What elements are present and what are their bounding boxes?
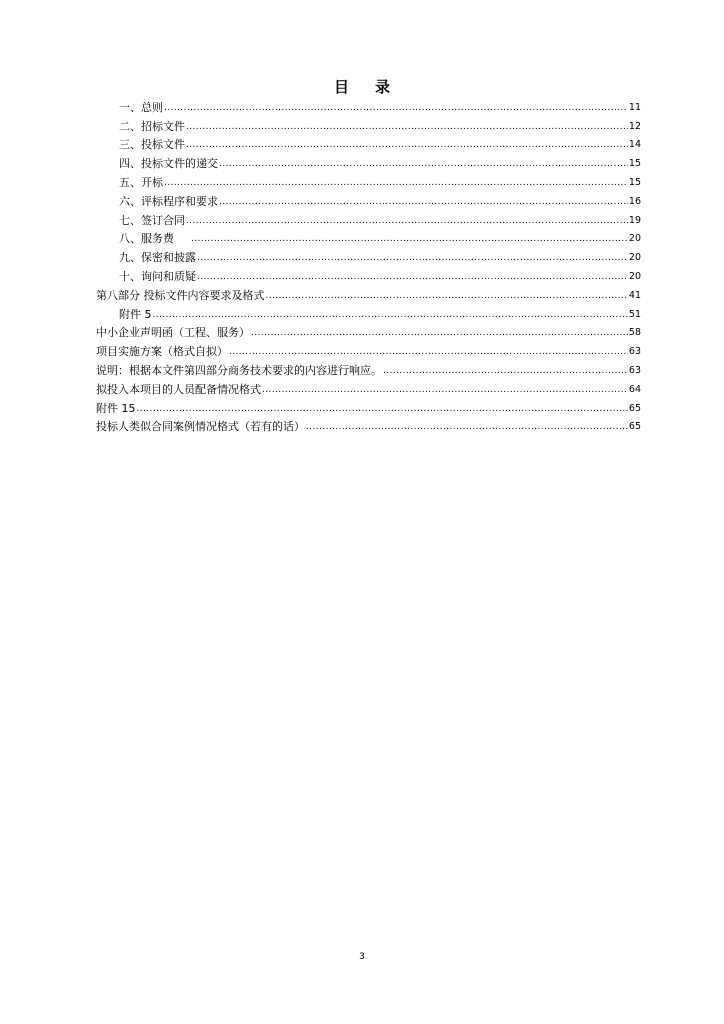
toc-entry[interactable] [96, 95, 641, 114]
toc-leader-dots [197, 272, 628, 283]
toc-entry-label: 投标人类似合同案例情况格式（若有的话） [96, 420, 305, 434]
toc-leader-dots [306, 422, 628, 433]
toc-entry-label: 四、投标文件的递交 [119, 157, 218, 171]
toc-entry-label: 二、招标文件 [119, 119, 185, 133]
toc-entry-label: 六、评标程序和要求 [119, 194, 218, 208]
toc-leader-dots [229, 347, 628, 358]
toc-entry-page: 14 [628, 139, 641, 151]
toc-entry[interactable] [96, 339, 641, 358]
toc-entry[interactable] [96, 377, 641, 396]
toc-entry-label: 拟投入本项目的人员配备情况格式 [96, 382, 261, 396]
toc-leader-dots [219, 159, 628, 170]
toc-entry[interactable] [96, 208, 641, 227]
toc-entry-page: 51 [628, 308, 641, 320]
toc-entry-page: 16 [628, 195, 641, 207]
toc-entry-label: 附件 5 [119, 307, 152, 321]
toc-entry-page: 15 [628, 176, 641, 188]
toc-entry-page: 19 [628, 214, 641, 226]
toc-entry-label: 一、总则 [119, 100, 163, 114]
toc-entry[interactable] [96, 170, 641, 189]
toc-entry[interactable] [96, 358, 641, 377]
toc-leader-dots [137, 404, 628, 415]
toc-entry[interactable] [96, 227, 641, 246]
toc-entry[interactable] [96, 264, 641, 283]
toc-entry-label: 十、询问和质疑 [119, 269, 196, 283]
toc-title [0, 76, 724, 97]
table-of-contents [96, 95, 641, 433]
toc-leader-dots [186, 140, 628, 151]
toc-entry-label: 第八部分 投标文件内容要求及格式 [96, 288, 265, 302]
toc-entry-page: 63 [628, 346, 641, 358]
toc-entry-label: 中小企业声明函（工程、服务） [96, 326, 250, 340]
toc-title-char-2: 录 [375, 78, 391, 96]
toc-entry-page: 20 [628, 252, 641, 264]
toc-entry-page: 12 [628, 120, 641, 132]
toc-entry-label: 八、服务费 [119, 232, 174, 246]
toc-entry-label: 说明：根据本文件第四部分商务技术要求的内容进行响应。 [96, 363, 382, 377]
toc-entry-label: 附件 15 [96, 401, 136, 415]
toc-entry[interactable] [96, 133, 641, 152]
toc-entry-label: 七、签订合同 [119, 213, 185, 227]
toc-entry-page: 11 [628, 101, 641, 113]
toc-leader-dots [164, 178, 628, 189]
toc-leader-dots [266, 291, 628, 302]
toc-entry-label: 五、开标 [119, 175, 163, 189]
toc-title-char-1: 目 [333, 78, 349, 96]
toc-entry[interactable] [96, 302, 641, 321]
toc-leader-dots [219, 197, 628, 208]
toc-leader-dots [186, 122, 628, 133]
toc-entry-page: 58 [628, 327, 641, 339]
toc-leader-dots [164, 103, 628, 114]
toc-leader-dots [191, 234, 628, 245]
toc-entry-page: 15 [628, 158, 641, 170]
toc-entry-label: 项目实施方案（格式自拟） [96, 345, 228, 359]
toc-leader-dots [153, 310, 628, 321]
toc-leader-dots [251, 328, 628, 339]
page-number: 3 [359, 952, 365, 962]
toc-entry-label: 三、投标文件 [119, 138, 185, 152]
toc-entry-page: 65 [628, 421, 641, 433]
toc-entry-page: 65 [628, 402, 641, 414]
toc-entry[interactable] [96, 283, 641, 302]
toc-entry[interactable] [96, 321, 641, 340]
toc-leader-dots [262, 385, 628, 396]
toc-entry[interactable] [96, 415, 641, 434]
toc-leader-dots [186, 216, 628, 227]
toc-entry[interactable] [96, 245, 641, 264]
toc-entry-page: 41 [628, 289, 641, 301]
toc-entry[interactable] [96, 396, 641, 415]
toc-entry-label: 九、保密和披露 [119, 251, 196, 265]
toc-entry[interactable] [96, 151, 641, 170]
toc-entry-page: 64 [628, 383, 641, 395]
toc-leader-dots [197, 253, 628, 264]
toc-entry[interactable] [96, 114, 641, 133]
toc-entry[interactable] [96, 189, 641, 208]
toc-leader-dots [383, 366, 628, 377]
toc-entry-page: 20 [628, 270, 641, 282]
toc-entry-page: 20 [628, 233, 641, 245]
toc-entry-page: 63 [628, 364, 641, 376]
